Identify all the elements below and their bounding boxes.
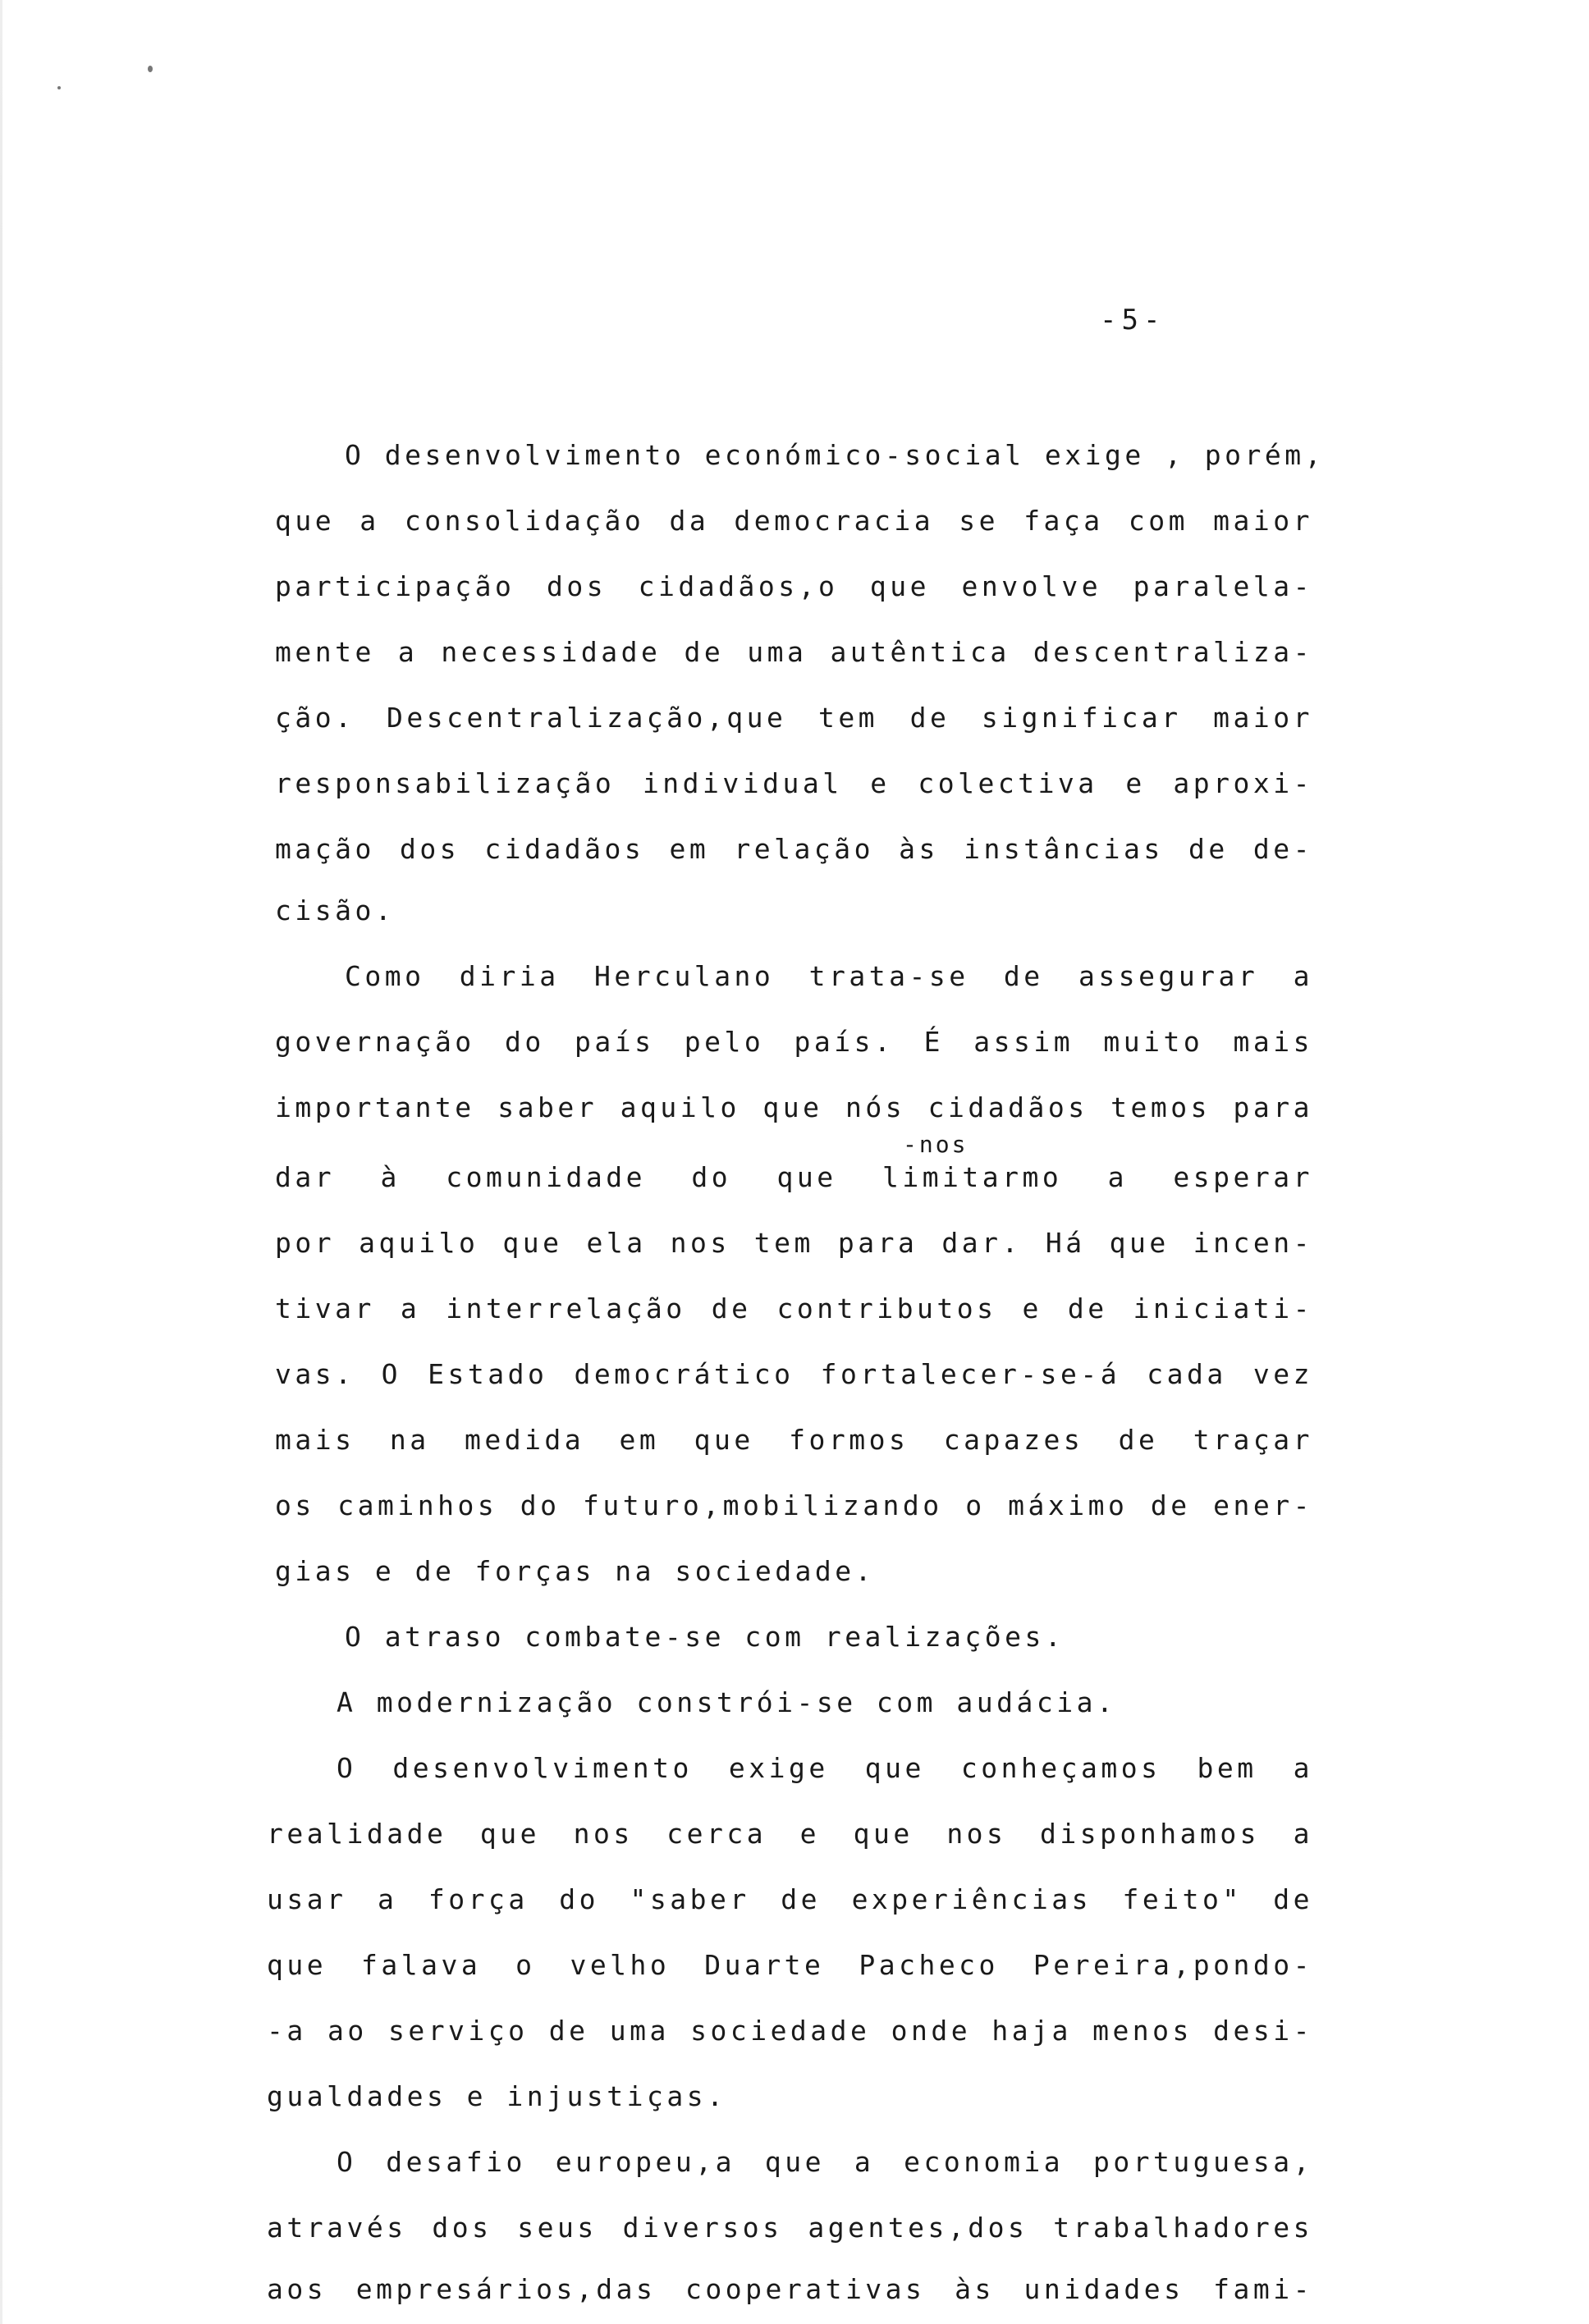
- text-line: os caminhos do futuro,mobilizando o máximo de ener-: [275, 1489, 1313, 1521]
- text-line: O atraso combate-se com realizações.: [345, 1621, 1065, 1653]
- text-line: mação dos cidadãos em relação às instâncias de de-: [275, 833, 1313, 865]
- text-line: através dos seus diversos agentes,dos trabalhadores: [267, 2212, 1313, 2244]
- text-line: tivar a interrelação de contributos e de iniciati-: [275, 1292, 1313, 1324]
- text-line: vas. O Estado democrático fortalecer-se-á cada vez: [275, 1358, 1313, 1390]
- text-line: O desenvolvimento exige que conheçamos bem a: [337, 1752, 1313, 1784]
- text-line: gias e de forças na sociedade.: [275, 1555, 876, 1587]
- text-line: O desenvolvimento económico-social exige , porém,: [345, 439, 1326, 471]
- scan-edge: [0, 0, 2, 2324]
- text-line: realidade que nos cerca e que nos disponhamos a: [267, 1818, 1313, 1850]
- page-number: -5-: [1100, 304, 1165, 336]
- text-line: importante saber aquilo que nós cidadãos temos para: [275, 1091, 1313, 1123]
- scan-speck: [57, 86, 61, 89]
- text-line: por aquilo que ela nos tem para dar. Há que incen-: [275, 1227, 1313, 1259]
- text-line: dar à comunidade do que limitarmo a esperar: [275, 1161, 1313, 1193]
- text-line: gualdades e injustiças.: [267, 2080, 727, 2112]
- text-line: O desafio europeu,a que a economia portuguesa,: [337, 2146, 1313, 2178]
- text-line: cisão.: [275, 894, 396, 926]
- text-line: responsabilização individual e colectiva e aproxi-: [275, 767, 1313, 799]
- scan-speck: [148, 66, 153, 72]
- text-line: participação dos cidadãos,o que envolve paralela-: [275, 570, 1313, 602]
- text-line: usar a força do "saber de experiências feito" de: [267, 1883, 1313, 1915]
- text-line: ção. Descentralização,que tem de significar maior: [275, 702, 1313, 734]
- text-line: que falava o velho Duarte Pacheco Pereira,pondo-: [267, 1949, 1313, 1981]
- text-line: que a consolidação da democracia se faça com maior: [275, 505, 1313, 537]
- text-line: Como diria Herculano trata-se de assegurar a: [345, 960, 1313, 992]
- text-line: aos empresários,das cooperativas às unidades fami-: [267, 2273, 1313, 2305]
- text-line: -a ao serviço de uma sociedade onde haja menos desi-: [267, 2015, 1313, 2047]
- text-line: governação do país pelo país. É assim muito mais: [275, 1026, 1313, 1058]
- text-line: mais na medida em que formos capazes de traçar: [275, 1424, 1313, 1456]
- text-line: mente a necessidade de uma autêntica descentraliza-: [275, 636, 1313, 668]
- text-line: A modernização constrói-se com audácia.: [337, 1686, 1117, 1718]
- handwritten-insertion: -nos: [903, 1131, 969, 1158]
